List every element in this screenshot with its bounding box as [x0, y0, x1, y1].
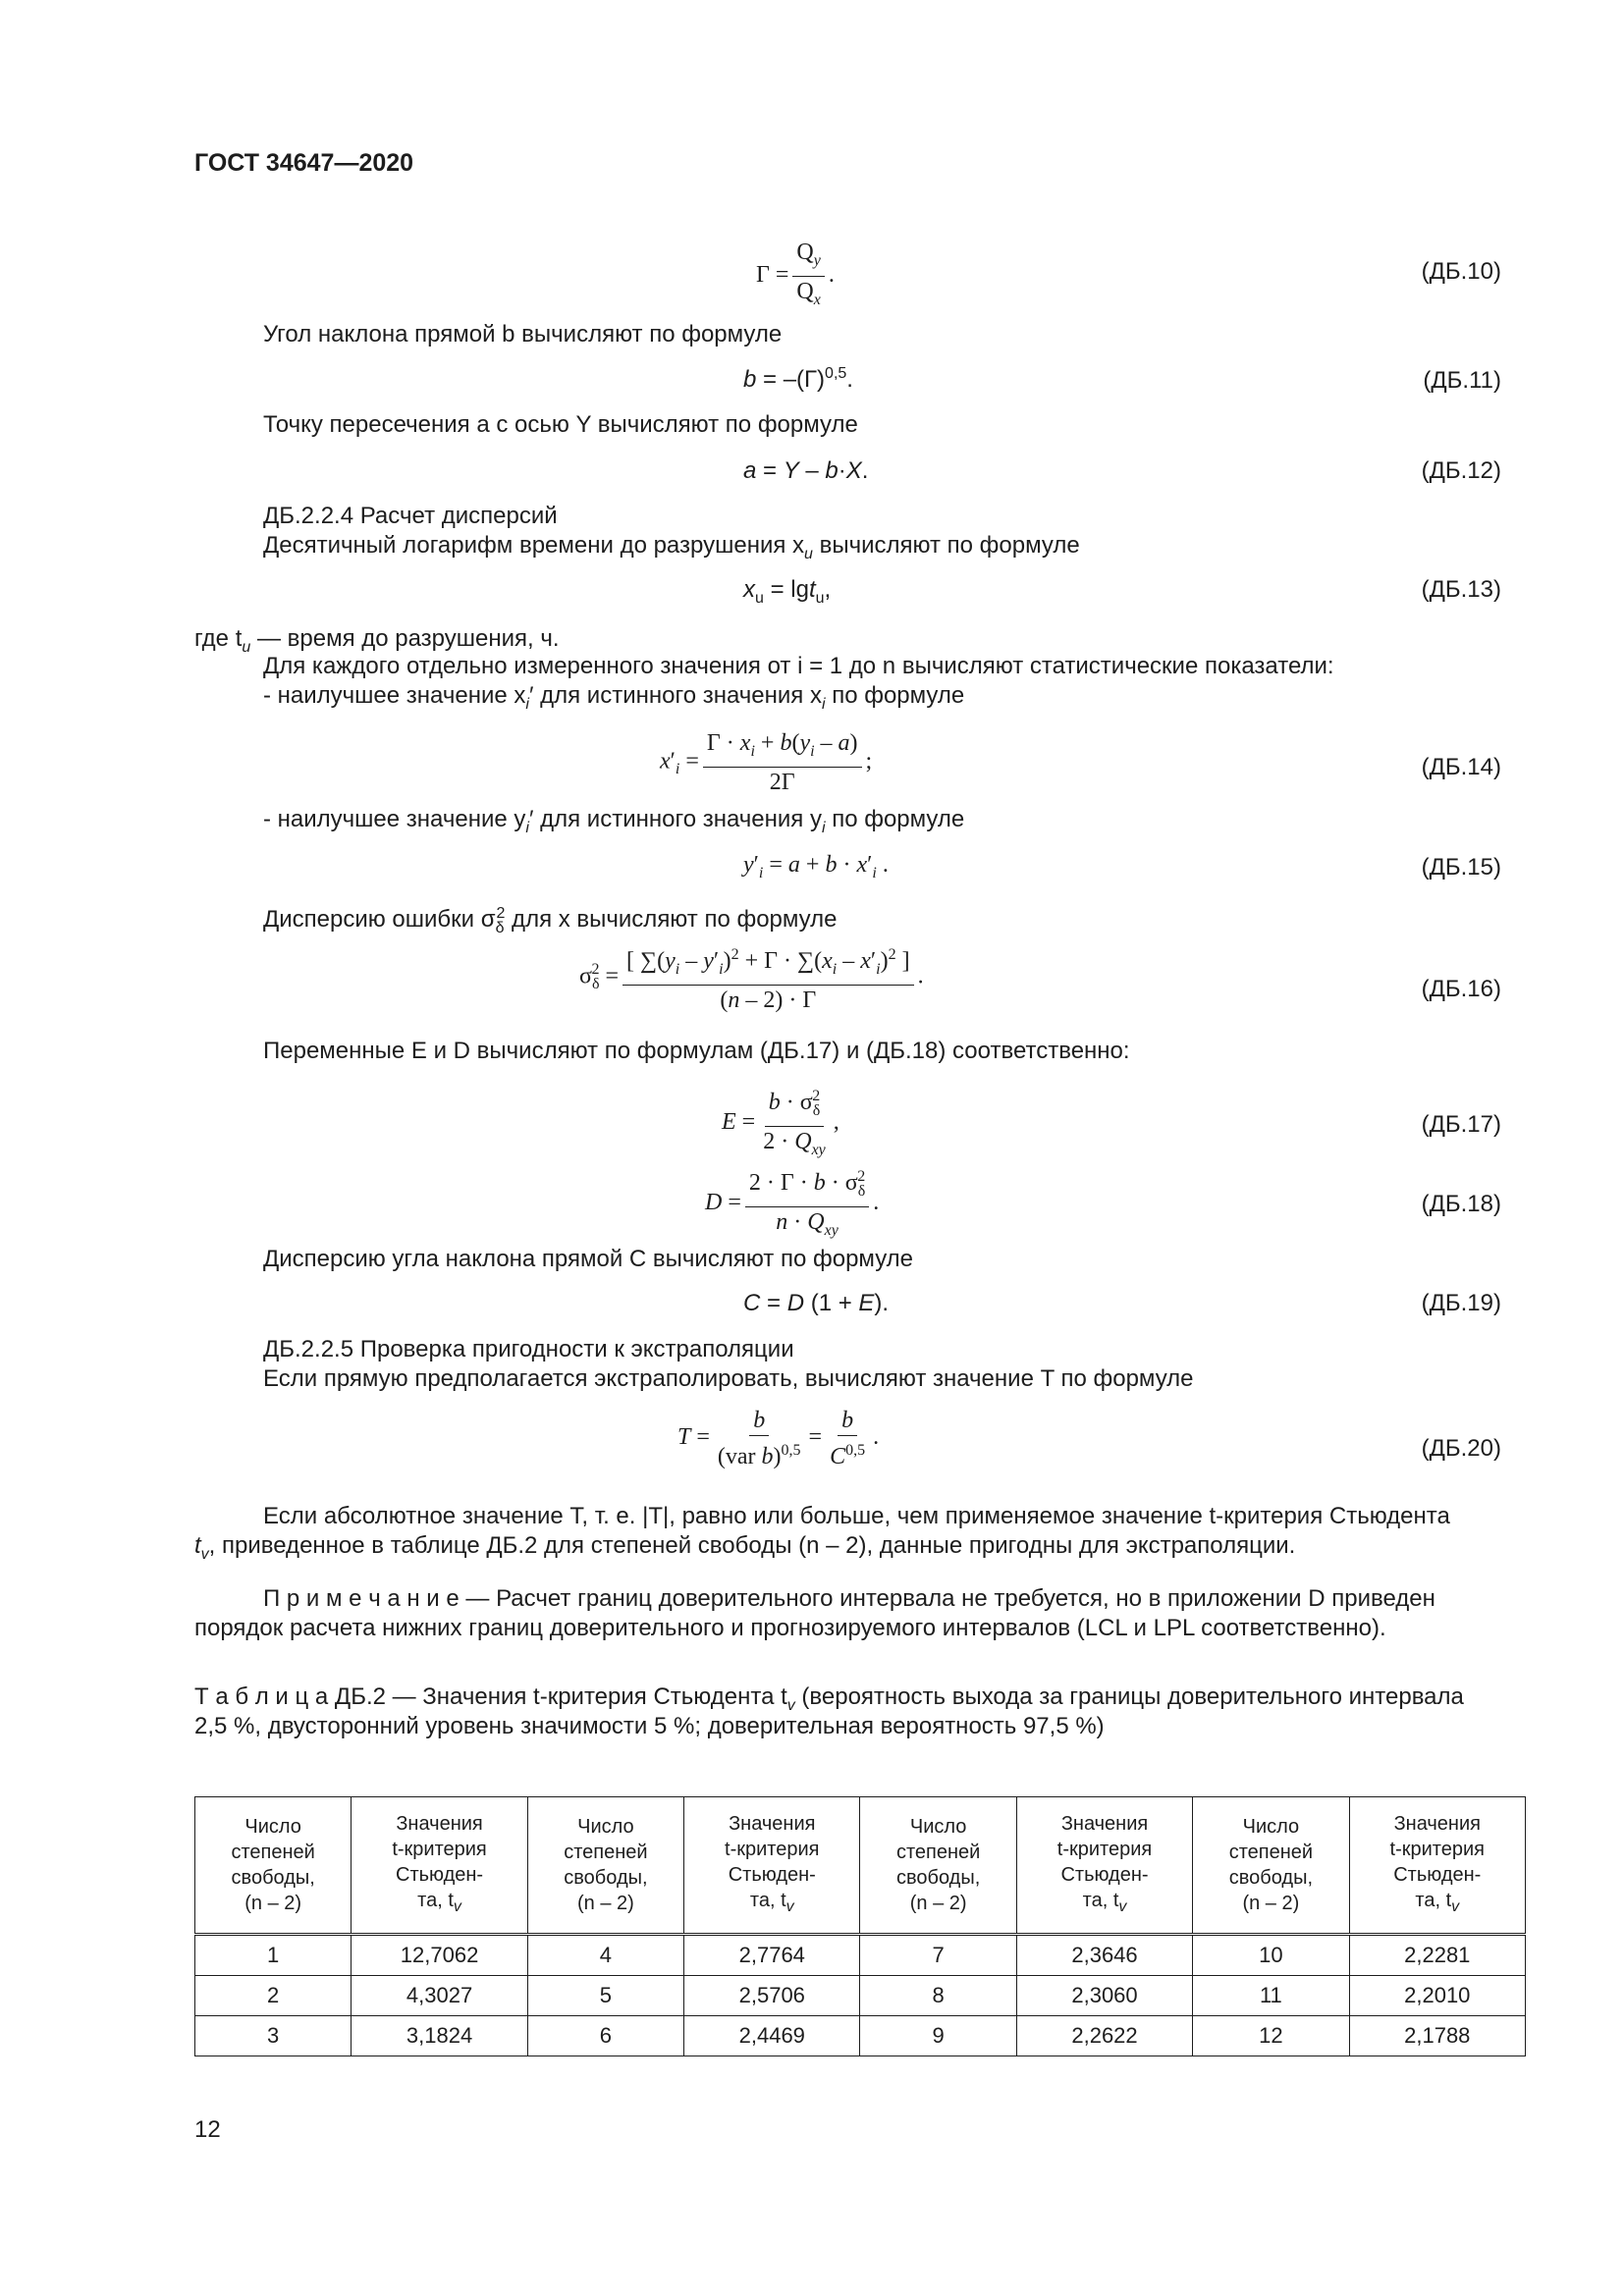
formula-db19: C = D (1 + E). [743, 1290, 890, 1316]
table-cell: 4 [527, 1935, 683, 1976]
eq-number-db20: (ДБ.20) [1421, 1435, 1501, 1462]
eq-number-db13: (ДБ.13) [1421, 576, 1501, 603]
table-cell: 12 [1193, 2016, 1349, 2056]
note-line-1: П р и м е ч а н и е — Расчет границ доверительного интервала не требуется, но в приложении D приведен [263, 1585, 1435, 1612]
formula-db11: $b = -(Г)^{0,5}$. [743, 365, 853, 393]
eq-number-db14: (ДБ.14) [1421, 754, 1501, 780]
header-t: Значения t-критерия Стьюден- та, $t_v$ [684, 1797, 860, 1935]
table-cell: 4,3027 [352, 1976, 527, 2016]
table-cell: 8 [860, 1976, 1016, 2016]
table-cell: 12,7062 [352, 1935, 527, 1976]
header-t: Значения t-критерия Стьюден- та, $t_v$ [352, 1797, 527, 1935]
eq-number-db15: (ДБ.15) [1421, 854, 1501, 881]
eq-number-db16: (ДБ.16) [1421, 976, 1501, 1002]
table-cell: 2,1788 [1349, 2016, 1525, 2056]
paragraph-abs-2: $t_v$, приведенное в таблице ДБ.2 для степеней свободы (n – 2), данные пригодны для экстраполяции. [194, 1532, 1296, 1563]
paragraph-where: где $t_u$ — время до разрушения, ч. [194, 625, 560, 656]
header-df: Число степеней свободы, (n – 2) [860, 1797, 1016, 1935]
eq-number-db17: (ДБ.17) [1421, 1111, 1501, 1138]
formula-db13: $x_u = \lg t_u$, [743, 576, 832, 607]
paragraph-each: Для каждого отдельно измеренного значения от i = 1 до n вычисляют статистические показатели: [263, 653, 1334, 679]
paragraph-abs-1: Если абсолютное значение T, т. е. |T|, равно или больше, чем применяемое значение t-критерия Стьюдента [263, 1503, 1450, 1529]
table-header-row [195, 1797, 1526, 1935]
table-cell: 2,2281 [1349, 1935, 1525, 1976]
eq-number-db18: (ДБ.18) [1421, 1191, 1501, 1217]
table-cell: 6 [527, 2016, 683, 2056]
table-cell: 11 [1193, 1976, 1349, 2016]
formula-db20: T = $\frac{b}{(var b)^{0,5}}$ = $\frac{b}{C^{0,5}}$ . [677, 1408, 880, 1469]
table-cell: 5 [527, 1976, 683, 2016]
paragraph-log: Десятичный логарифм времени до разрушения $x_u$ вычисляют по формуле [263, 532, 1080, 562]
header-df: Число степеней свободы, (n – 2) [195, 1797, 352, 1935]
table-cell: 2,5706 [684, 1976, 860, 2016]
paragraph-slope: Угол наклона прямой b вычисляют по формуле [263, 321, 783, 347]
header-t: Значения t-критерия Стьюден- та, $t_v$ [1349, 1797, 1525, 1935]
eq-number-db10: (ДБ.10) [1421, 258, 1501, 285]
table-row [195, 1935, 1526, 1976]
table-cell: 2,3060 [1016, 1976, 1192, 2016]
eq-number-db11: (ДБ.11) [1423, 367, 1501, 394]
paragraph-best-y: - наилучшее значение $y_i'$ для истинного значения $y_i$ по формуле [263, 806, 965, 836]
table-cell: 2 [195, 1976, 352, 2016]
table-cell: 2,2622 [1016, 2016, 1192, 2056]
table-cell: 10 [1193, 1935, 1349, 1976]
table-caption-2: 2,5 %, двусторонний уровень значимости 5 %; доверительная вероятность 97,5 %) [194, 1713, 1105, 1739]
table-row [195, 2016, 1526, 2056]
section-224-heading: ДБ.2.2.4 Расчет дисперсий [263, 503, 558, 529]
paragraph-C: Дисперсию угла наклона прямой C вычисляют по формуле [263, 1246, 914, 1272]
formula-db15: $y'_i = a + b \cdot x'_i$ . [743, 852, 889, 881]
table-cell: 2,2010 [1349, 1976, 1525, 2016]
section-225-heading: ДБ.2.2.5 Проверка пригодности к экстраполяции [263, 1336, 794, 1362]
paragraph-intercept: Точку пересечения a с осью Y вычисляют по формуле [263, 411, 858, 438]
header-df: Число степеней свободы, (n – 2) [1193, 1797, 1349, 1935]
formula-db17: E = $\frac{b \cdot \sigma_\delta^2}{2 \cdot Q_{xy}}$ , [722, 1082, 839, 1165]
eq-number-db12: (ДБ.12) [1421, 457, 1501, 484]
paragraph-best-x: - наилучшее значение $x_i'$ для истинного значения $x_i$ по формуле [263, 682, 965, 713]
page-number: 12 [194, 2116, 221, 2143]
table-cell: 1 [195, 1935, 352, 1976]
note-line-2: порядок расчета нижних границ доверительного и прогнозируемого интервалов (LCL и LPL соответственно). [194, 1615, 1386, 1641]
table-cell: 7 [860, 1935, 1016, 1976]
paragraph-dispersion: Дисперсию ошибки $\sigma_\delta^2$ для x вычисляют по формуле [263, 905, 838, 936]
student-t-table [194, 1796, 1526, 2056]
header-df: Число степеней свободы, (n – 2) [527, 1797, 683, 1935]
table-row [195, 1976, 1526, 2016]
table-cell: 3,1824 [352, 2016, 527, 2056]
table-cell: 2,7764 [684, 1935, 860, 1976]
table-cell: 3 [195, 2016, 352, 2056]
formula-db16: $\sigma_\delta^2$ = $\frac{[ \sum(y_i - y'_i)^2 + Г \cdot \sum(x_i - x'_i)^2 ]}{(n - 2) \cdot Г}$ . [579, 940, 924, 1015]
header-t: Значения t-критерия Стьюден- та, $t_v$ [1016, 1797, 1192, 1935]
formula-db14: $x'_i$ = $\frac{Г \cdot x_i + b(y_i - a)}{2Г}$ ; [660, 730, 873, 795]
formula-db18: D = $\frac{2 \cdot Г \cdot b \cdot \sigma_\delta^2}{n \cdot Q_{xy}}$ . [705, 1162, 879, 1246]
paragraph-E-D: Переменные E и D вычисляют по формулам (ДБ.17) и (ДБ.18) соответственно: [263, 1038, 1130, 1064]
eq-number-db19: (ДБ.19) [1421, 1290, 1501, 1316]
formula-db10: Г = $\frac{Q_y}{Q_x}$ . [756, 240, 835, 308]
document-header: ГОСТ 34647—2020 [194, 149, 414, 177]
paragraph-T: Если прямую предполагается экстраполировать, вычисляют значение T по формуле [263, 1365, 1194, 1392]
table-cell: 2,3646 [1016, 1935, 1192, 1976]
table-cell: 2,4469 [684, 2016, 860, 2056]
formula-db12: a = Y – b·X. [743, 457, 869, 484]
table-caption-1: Т а б л и ц а ДБ.2 — Значения t-критерия Стьюдента $t_v$ (вероятность выхода за границы доверительного интервала [194, 1683, 1464, 1714]
table-cell: 9 [860, 2016, 1016, 2056]
